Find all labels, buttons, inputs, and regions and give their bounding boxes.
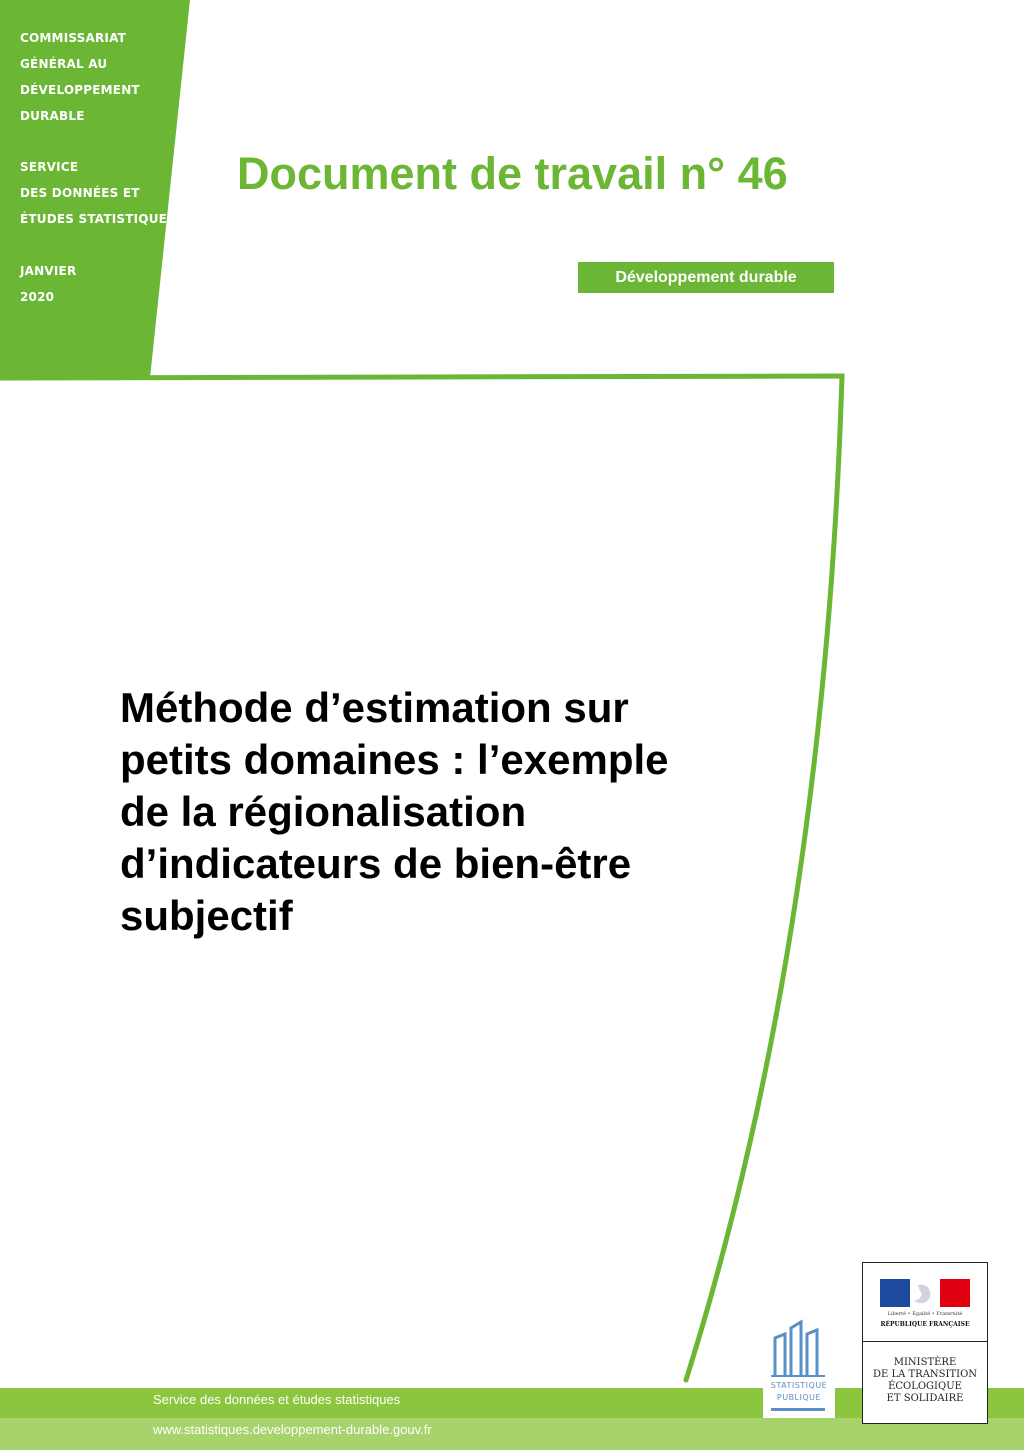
theme-tag: Développement durable (578, 262, 834, 293)
stat-logo-label: STATISTIQUE (770, 1381, 828, 1390)
ministry-line: ÉCOLOGIQUE (888, 1381, 962, 1392)
sidebar-date (20, 258, 76, 310)
document-series-title: Document de travail n° 46 (237, 148, 788, 199)
ministry-name (867, 1357, 983, 1405)
footer-service-name: Service des données et études statistiques (153, 1392, 401, 1407)
stat-logo-label: PUBLIQUE (776, 1393, 822, 1402)
title-line: de la régionalisation (120, 788, 527, 835)
org-line: DÉVELOPPEMENT (20, 83, 140, 97)
date-month: JANVIER (20, 264, 77, 278)
ministry-line: ET SOLIDAIRE (886, 1393, 964, 1404)
ministry-line: MINISTÈRE (893, 1357, 957, 1368)
sidebar-service (20, 154, 176, 232)
title-line: d’indicateurs de bien-être (120, 840, 632, 887)
statistique-publique-logo (763, 1318, 835, 1418)
service-line: ÉTUDES STATISTIQUES (20, 212, 176, 226)
service-line: DES DONNÉES ET (20, 186, 140, 200)
title-line: Méthode d’estimation sur (120, 684, 629, 731)
org-line: DURABLE (20, 109, 85, 123)
ministry-line: DE LA TRANSITION (872, 1369, 978, 1380)
marianne-flag-icon (880, 1279, 970, 1307)
service-line: SERVICE (20, 160, 79, 174)
org-line: GÉNÉRAL AU (20, 57, 108, 71)
footer-url-link[interactable]: www.statistiques.developpement-durable.gouv.fr (153, 1422, 432, 1437)
org-line: COMMISSARIAT (20, 31, 127, 45)
ministry-logo (862, 1262, 988, 1424)
sidebar-organisation (20, 25, 140, 129)
date-year: 2020 (20, 290, 55, 304)
main-title (120, 682, 760, 942)
republic-motto: Liberté • Égalité • Fraternité (887, 1311, 963, 1317)
republic-name: RÉPUBLIQUE FRANÇAISE (880, 1321, 970, 1328)
title-line: petits domaines : l’exemple (120, 736, 669, 783)
logo-divider (863, 1341, 987, 1342)
title-line: subjectif (120, 892, 293, 939)
